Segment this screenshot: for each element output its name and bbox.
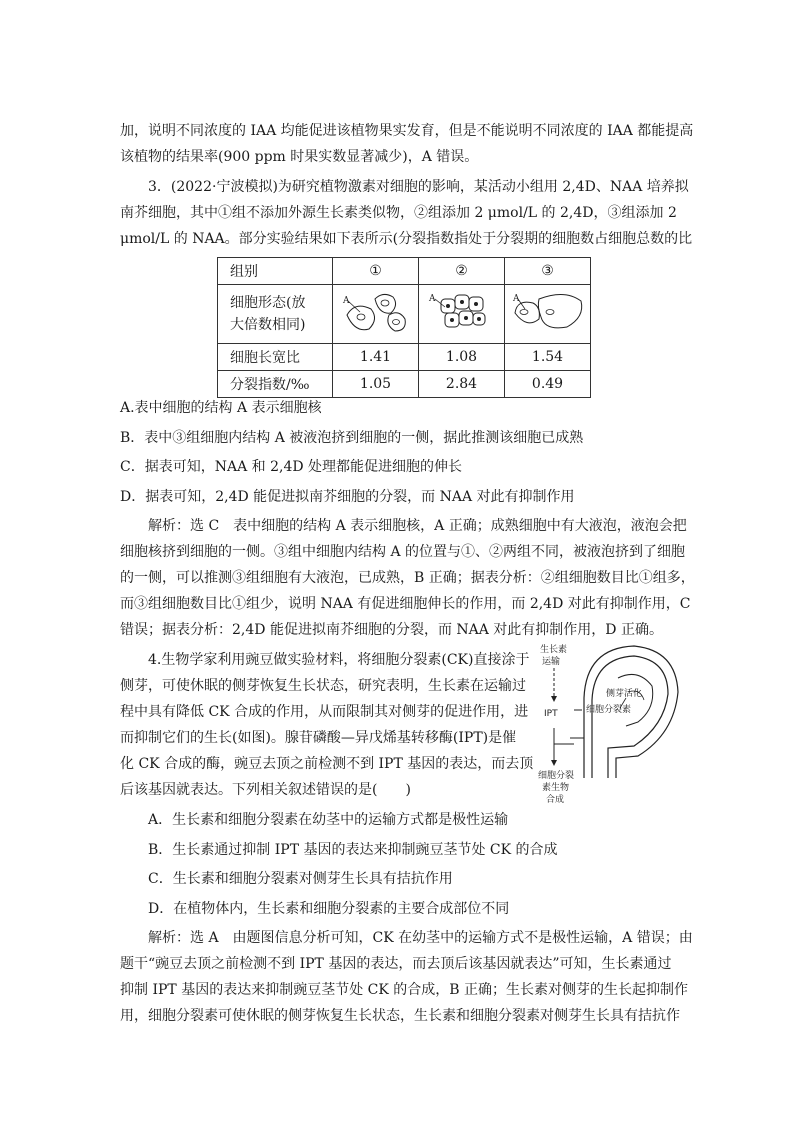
option-d: D．据表可知，2,4D 能促进拟南芥细胞的分裂，而 NAA 对此有抑制作用: [120, 489, 575, 505]
table-cell: 0.49: [505, 371, 591, 398]
diagram-label-synthesis: 素生物: [542, 783, 570, 793]
diagram-label-transport: 运输: [542, 657, 561, 667]
morphology-label: 细胞形态(放: [230, 295, 306, 311]
question-3-stem: 3．(2022·宁波模拟)为研究植物激素对细胞的影响，某活动小组用 2,4D、NAA 培养拟: [148, 179, 689, 195]
option-d: D．在植物体内，生长素和细胞分裂素的主要合成部位不同: [148, 901, 510, 917]
analysis-line: 细胞核挤到细胞的一侧。③组中细胞内结构 A 的位置与①、②两组不同，被液泡挤到了细胞: [120, 544, 686, 560]
morphology-label: 大倍数相同): [230, 317, 306, 333]
analysis-line: 而③组细胞数目比①组少，说明 NAA 有促进细胞伸长的作用，而 2,4D 对此有抑制作用，C: [120, 596, 691, 612]
option-a: A.表中细胞的结构 A 表示细胞核: [120, 400, 322, 416]
table-row: [218, 371, 591, 398]
diagram-label-auxin: 生长素: [540, 645, 568, 655]
table-header: ①: [333, 258, 419, 285]
diagram-label-synthesis: 合成: [546, 795, 565, 803]
option-b: B．表中③组细胞内结构 A 被液泡挤到细胞的一侧，据此推测该细胞已成熟: [120, 430, 584, 446]
text-line: 该植物的结果率(900 ppm 时果实数显著减少)，A 错误。: [120, 149, 479, 165]
table-header: 组别: [218, 258, 333, 285]
option-b: B．生长素通过抑制 IPT 基因的表达来抑制豌豆茎节处 CK 的合成: [148, 842, 558, 858]
table-cell: 1.08: [419, 344, 505, 371]
row-label: 分裂指数/‰: [218, 371, 333, 398]
table-header: ③: [505, 258, 591, 285]
marker-a: A: [429, 294, 436, 304]
diagram-label-bud-activation: 侧芽活化: [606, 689, 643, 699]
table-cell: 1.41: [333, 344, 419, 371]
diagram-label-cytokinin: 细胞分裂素: [586, 705, 632, 715]
table-header-row: [218, 258, 591, 285]
row-label: 细胞长宽比: [218, 344, 333, 371]
analysis-line: 错误；据表分析：2,4D 能促进拟南芥细胞的分裂，而 NAA 对此有抑制作用，D 正确。: [120, 622, 663, 638]
text-line: 后该基因就表达。下列相关叙述错误的是( ): [120, 782, 411, 798]
table-row: [218, 285, 591, 344]
analysis-line: 用，细胞分裂素可使休眠的侧芽恢复生长状态，生长素和细胞分裂素对侧芽生长具有拮抗作: [120, 1008, 680, 1024]
marker-a: A: [343, 296, 350, 306]
analysis-q3: 解析：选 C 表中细胞的结构 A 表示细胞核，A 正确；成熟细胞中有大液泡，液泡会把: [148, 518, 687, 534]
table-row: [218, 344, 591, 371]
analysis-line: 题干“豌豆去顶之前检测不到 IPT 基因的表达，而去顶后该基因就表达”可知，生长素通过: [120, 956, 672, 972]
option-c: C．据表可知，NAA 和 2,4D 处理都能促进细胞的伸长: [120, 459, 463, 475]
results-table: [217, 257, 591, 398]
table-cell: 1.54: [505, 344, 591, 371]
table-cell: 2.84: [419, 371, 505, 398]
table-cell: 1.05: [333, 371, 419, 398]
question-4-stem: 4.生物学家利用豌豆做实验材料，将细胞分裂素(CK)直接涂于: [148, 652, 530, 668]
marker-a: A: [513, 294, 520, 304]
text-line: 南芥细胞，其中①组不添加外源生长素类似物，②组添加 2 μmol/L 的 2,4D，③组添加 2: [120, 205, 677, 221]
text-line: 加，说明不同浓度的 IAA 均能促进该植物果实发育，但是不能说明不同浓度的 IAA 都能提高: [120, 123, 694, 139]
table-header: ②: [419, 258, 505, 285]
text-line: 程中具有降低 CK 合成的作用，从而限制其对侧芽的促进作用，进: [120, 704, 529, 720]
text-line: 侧芽，可使休眠的侧芽恢复生长状态，研究表明，生长素在运输过: [120, 678, 526, 694]
diagram-label-ipt: IPT: [544, 709, 558, 719]
cell-drawing-group-2: [419, 285, 505, 344]
text-line: 化 CK 合成的酶，豌豆去顶之前检测不到 IPT 基因的表达，而去顶: [120, 756, 534, 772]
analysis-q4: 解析：选 A 由题图信息分析可知，CK 在幼茎中的运输方式不是极性运输，A 错误；由: [148, 930, 693, 946]
text-line: 而抑制它们的生长(如图)。腺苷磷酸—异戊烯基转移酶(IPT)是催: [120, 730, 517, 746]
auxin-cytokinin-diagram: [534, 638, 682, 803]
option-a: A．生长素和细胞分裂素在幼茎中的运输方式都是极性运输: [148, 812, 509, 828]
option-c: C．生长素和细胞分裂素对侧芽生长具有拮抗作用: [148, 871, 453, 887]
cell-drawing-group-3: [505, 285, 591, 344]
text-line: μmol/L 的 NAA。部分实验结果如下表所示(分裂指数指处于分裂期的细胞数占细胞总数的比: [120, 231, 693, 247]
diagram-label-synthesis: 细胞分裂: [538, 771, 575, 781]
cell-drawing-group-1: [333, 285, 419, 344]
analysis-line: 的一侧，可以推测③组细胞有大液泡，已成熟，B 正确；据表分析：②组细胞数目比①组多，: [120, 570, 695, 586]
analysis-line: 抑制 IPT 基因的表达来抑制豌豆茎节处 CK 的合成，B 正确；生长素对侧芽的生长起抑制作: [120, 982, 688, 998]
